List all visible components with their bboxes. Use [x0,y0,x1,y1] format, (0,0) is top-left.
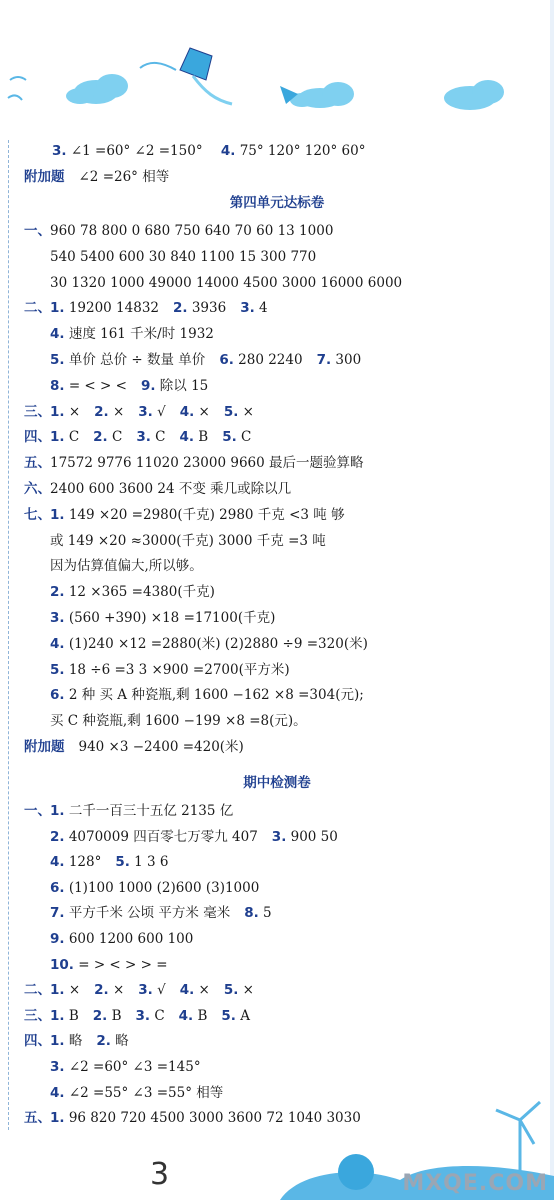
answer-line [24,532,326,550]
question-number: 6. [50,687,65,704]
answer-text: A [235,1007,250,1024]
question-number: 9. [140,377,156,394]
question-number: 2. [50,584,65,601]
midterm-title: 期中检测卷 [243,775,311,791]
question-number: 9. [50,931,65,947]
answer-text: 2 种 买 A 种瓷瓶,剩 1600 −162 ×8 =304(元); [64,687,364,704]
answer-text: 除以 15 [155,377,209,394]
question-number: 5. [50,352,65,368]
question-number: 6. [50,879,65,896]
section-number: 一、 [24,803,51,819]
answer-text: 30 1320 1000 49000 14000 4500 3000 16000 6000 [50,274,403,291]
answer-text: 19200 14832 [64,300,160,317]
answer-text: 960 78 800 0 680 750 640 70 60 13 1000 [50,223,334,239]
cloud-icon [444,80,504,110]
kite-icon [140,48,232,104]
answer-line [24,930,193,948]
question-number: 7. [50,905,65,922]
question-number: 2. [94,982,109,999]
question-number: 10. [50,956,74,973]
answer-text: 300 [331,352,362,368]
answer-text: 4 [254,300,268,317]
answer-text: 940 ×3 −2400 =420(米) [78,739,244,755]
page-edge [550,0,554,1200]
question-number: 1. [50,300,65,317]
answer-text: (1)100 1000 (2)600 (3)1000 [64,879,260,896]
answer-text: B [107,1007,122,1024]
answer-line [24,325,214,343]
answer-text: 3936 [187,300,227,317]
question-number: 5. [223,982,239,999]
answer-text: 96 820 720 4500 3000 3600 72 1040 3030 [64,1110,361,1127]
question-number: 3. [138,403,153,420]
answer-line [24,1032,129,1050]
question-number: 4. [178,1007,194,1024]
question-number: 4. [179,982,195,999]
question-number: 3. [135,1007,151,1024]
question-number: 5. [223,403,239,420]
question-number: 3. [240,300,255,317]
answer-line [24,428,251,446]
answer-line [24,222,333,240]
bonus-label: 附加题 [24,739,65,755]
answer-text: × [108,982,125,999]
answer-text: 17572 9776 11020 23000 9660 最后一题验算略 [50,455,364,472]
question-number: 5. [115,854,130,871]
answer-line [24,248,316,266]
answer-text: C [107,429,123,446]
answer-line [24,712,307,730]
answer-line [24,828,338,846]
question-number: 3. [271,828,287,845]
answer-line [24,454,364,472]
question-number: 3. [50,610,65,626]
swirl-icon [8,77,26,100]
answer-text: 2400 600 3600 24 不变 乘几或除以几 [50,481,292,497]
question-number: 5. [221,1007,236,1024]
question-number: 4. [179,403,195,420]
answer-text: × [238,982,254,999]
question-number: 4. [179,429,194,446]
question-number: 8. [50,377,65,394]
answer-line [24,956,168,974]
header-decoration [0,0,554,120]
question-number: 1. [50,1007,65,1024]
question-number: 4. [50,854,65,871]
answer-text: × [238,403,254,420]
question-number: 3. [50,1059,65,1075]
answer-line [24,853,169,871]
answer-line [24,351,361,369]
answer-line [24,299,268,317]
cloud-icon [290,82,354,108]
answer-line [24,377,208,395]
answer-text: 280 2240 [233,352,303,368]
answer-text: √ [152,403,166,420]
answer-text: 540 5400 600 30 840 1100 15 300 770 [50,248,317,265]
section-number: 三、 [24,403,51,420]
answer-line [24,403,254,421]
page-number: 3 [150,1157,170,1192]
margin-rule [8,140,9,1130]
section-number: 五、 [24,455,51,472]
answer-line [24,557,203,575]
answer-line [24,1007,250,1025]
answer-text: × [64,982,81,999]
answer-text: (560 +390) ×18 =17100(千克) [64,610,276,626]
question-number: 1. [50,1033,65,1050]
question-number: 2. [92,1007,108,1024]
question-number: 2. [93,429,108,446]
cloud-icon [66,74,128,104]
question-number: 7. [316,352,332,368]
answer-line [24,686,364,704]
watermark: MXQE.COM [402,1171,548,1196]
bonus-line: 附加题 ∠2 =26° 相等 [24,169,170,185]
answer-text: 1 3 6 [129,854,169,871]
section-number: 六、 [24,481,51,497]
section-number: 三、 [24,1007,51,1024]
answer-text: 买 C 种瓷瓶,剩 1600 −199 ×8 =8(元)。 [50,713,307,730]
answer-line [24,738,244,756]
answer-text: B [64,1007,79,1024]
question-number: 5. [222,429,237,446]
question-number: 2. [96,1033,111,1050]
answer-text: 二千一百三十五亿 2135 亿 [64,803,234,819]
answer-text: × [194,982,210,999]
answer-text: 128° [64,854,102,871]
question-number: 3. [136,429,151,446]
question-number: 8. [244,905,259,922]
answer-line [24,1058,201,1076]
answer-text: × [108,403,125,420]
answer-line [24,904,272,922]
answer-text: × [64,403,81,420]
answer-text: √ [152,982,166,999]
question-number: 3. [138,982,153,999]
answer-text: = < > < [64,377,127,394]
answer-text: 略 [64,1033,83,1050]
question-number: 1. [50,506,65,523]
section-number: 四、 [24,429,51,446]
answer-text: 略 [110,1033,129,1050]
answer-text: 平方千米 公顷 平方米 毫米 [64,905,231,922]
answer-text: C [236,429,252,446]
answer-line [24,506,345,524]
answer-text: = > < > > = [73,956,168,973]
answer-text: 4070009 四百零七万零九 407 [64,828,258,845]
question-number: 1. [50,429,65,446]
question-number: 1. [50,982,65,999]
answer-text: ∠2 =55° ∠3 =55° 相等 [64,1084,224,1101]
answer-text: 因为估算值偏大,所以够。 [50,558,203,575]
question-number: 4. [50,326,65,343]
section-number: 四、 [24,1033,51,1050]
question-number: 2. [50,828,65,845]
answer-text: (1)240 ×12 =2880(米) (2)2880 ÷9 =320(米) [64,635,368,652]
answer-text: 18 ÷6 =3 3 ×900 =2700(平方米) [64,661,290,678]
answer-line [24,635,368,653]
question-number: 5. [50,661,65,678]
answer-line [24,583,215,601]
answer-line [24,802,233,820]
answer-text: 12 ×365 =4380(千克) [64,584,215,601]
answer-text: 900 50 [286,828,338,845]
question-number: 2. [94,403,109,420]
answer-text: B [193,1007,208,1024]
answer-line [24,661,290,679]
answer-text: ∠2 =60° ∠3 =145° [64,1059,201,1075]
unit4-title: 第四单元达标卷 [229,195,325,211]
answer-line [24,274,402,292]
question-number: 1. [50,803,65,819]
answer-line [24,879,259,897]
section-number: 一、 [24,223,51,239]
answer-text: 149 ×20 =2980(千克) 2980 千克 <3 吨 够 [64,506,345,523]
answer-text: C [64,429,80,446]
answer-text: 5 [258,905,272,922]
answer-text: B [194,429,209,446]
answer-text: C [150,1007,165,1024]
answer-line [24,981,254,999]
section-number: 七、 [24,506,51,523]
answer-text: × [194,403,210,420]
question-number: 1. [50,1110,65,1127]
section-number: 五、 [24,1110,51,1127]
question-number: 1. [50,403,65,420]
question-number: 6. [219,352,234,368]
question-number: 2. [173,300,188,317]
answer-text: 或 149 ×20 ≈3000(千克) 3000 千克 =3 吨 [50,532,326,549]
answer-line [24,480,291,498]
section-number: 二、 [24,982,51,999]
answer-line [24,609,275,627]
answer-text: 600 1200 600 100 [64,931,194,947]
section-number: 二、 [24,300,51,317]
answer-text: 单价 总价 ÷ 数量 单价 [64,352,206,368]
question-number: 4. [50,635,65,652]
question-number: 4. [50,1084,65,1101]
answer-line: 3. ∠1 =60° ∠2 =150° 4. 75° 120° 120° 60° [52,143,366,159]
answer-text: 速度 161 千米/时 1932 [64,326,214,343]
answer-text: C [150,429,166,446]
